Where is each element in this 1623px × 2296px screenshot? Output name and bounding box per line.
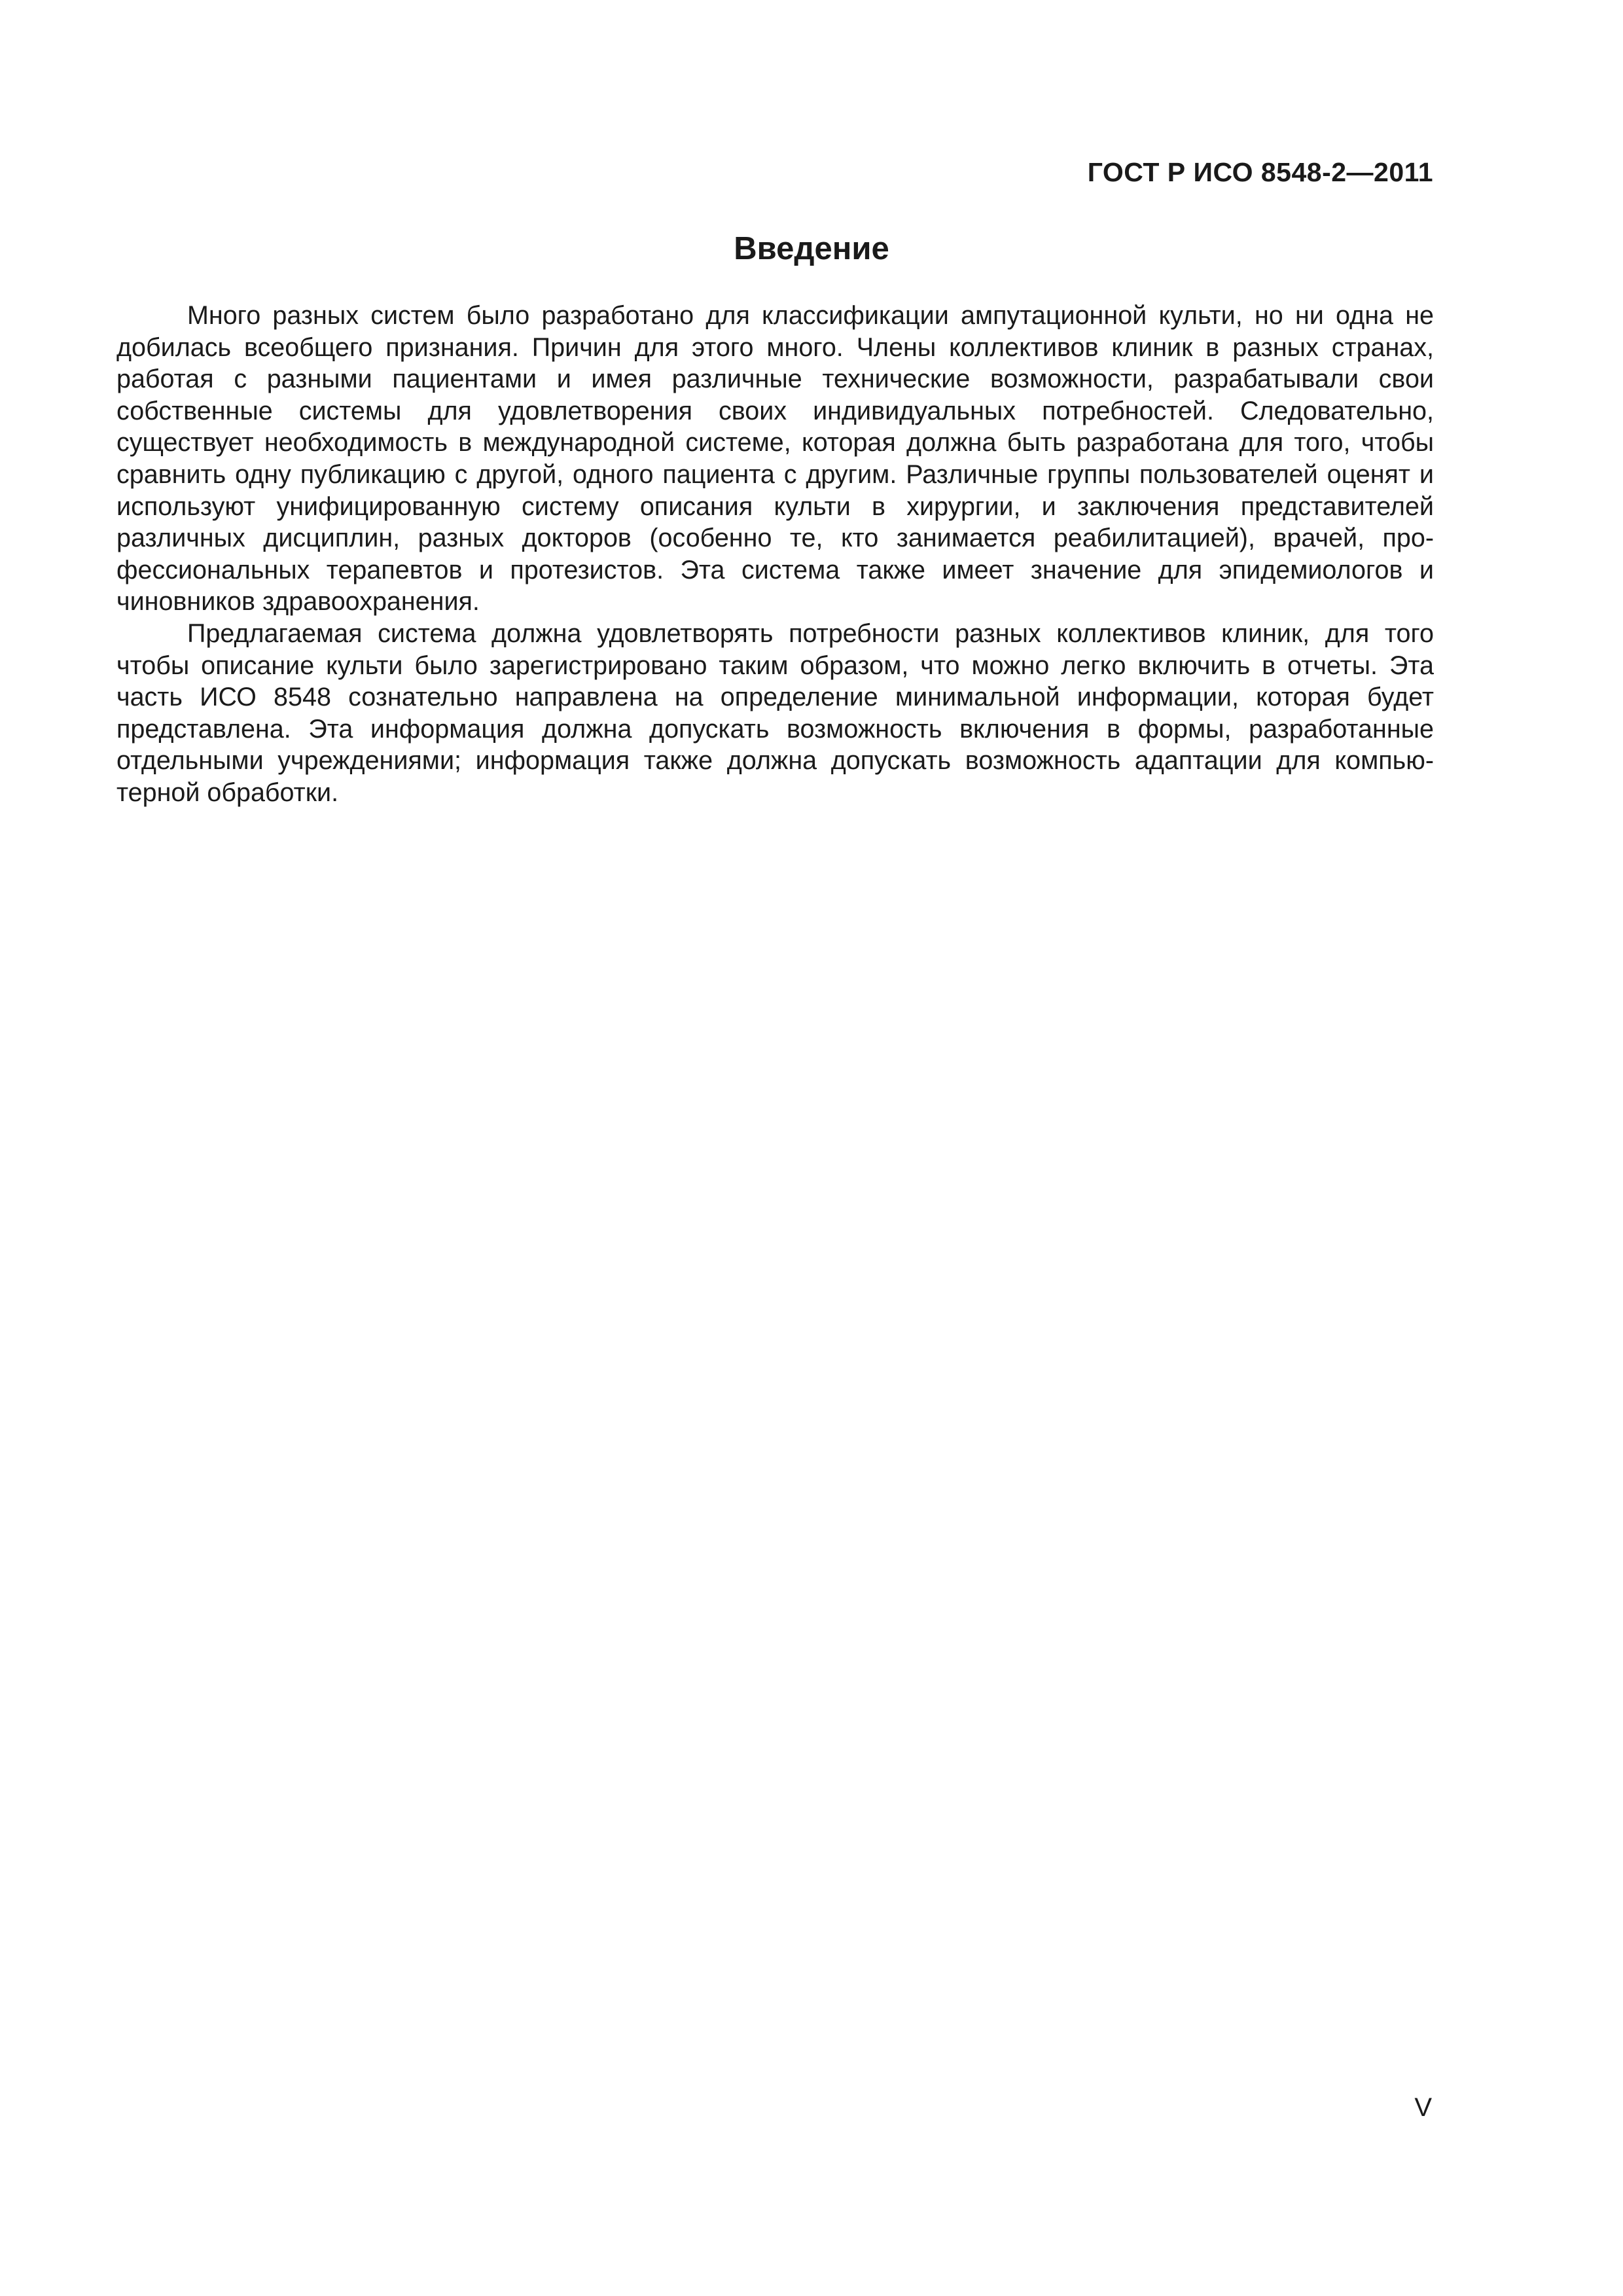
document-id-header: ГОСТ Р ИСО 8548-2—2011 <box>1087 157 1433 187</box>
page-number: V <box>1414 2093 1432 2122</box>
paragraph-2: Предлагаемая система должна удовлетворять потребности разных коллективов клиник, для того чтобы описание культи было зарегистрировано таким образом, что можно легко включить в отчеты. Эта часть ИСО 8548 сознательно направлена на определение минимальной информации, которая будет представлена. Эта информация должна допускать возможность включения в формы, разработанные отдельными учреждениями; информация также должна допускать возможность адаптации для компьютерной обработки. <box>116 619 1434 807</box>
paragraph-1: Много разных систем было разработано для классификации ампутационной культи, но ни одна не добилась всеобщего признания. Причин для этого много. Члены коллективов клиник в разных странах, работая с разными пациентами и имея различные технические возможности, разрабатывали свои собственные системы для удовлетворения своих индивидуальных потребностей. Следовательно, существует необходимость в международной системе, которая должна быть разработана для того, чтобы сравнить одну публикацию с другой, одного пациента с другим. Различные группы пользователей оценят и используют унифицированную систему описания культи в хирургии, и заключения представителей различных дисциплин, разных докторов (особенно те, кто занимается реабилитацией), врачей, профессиональных терапевтов и протезистов. Эта система также имеет значение для эпидемиологов и чиновников здравоохранения. <box>116 301 1434 617</box>
section-title: Введение <box>734 231 889 266</box>
introduction-body <box>116 300 1434 809</box>
